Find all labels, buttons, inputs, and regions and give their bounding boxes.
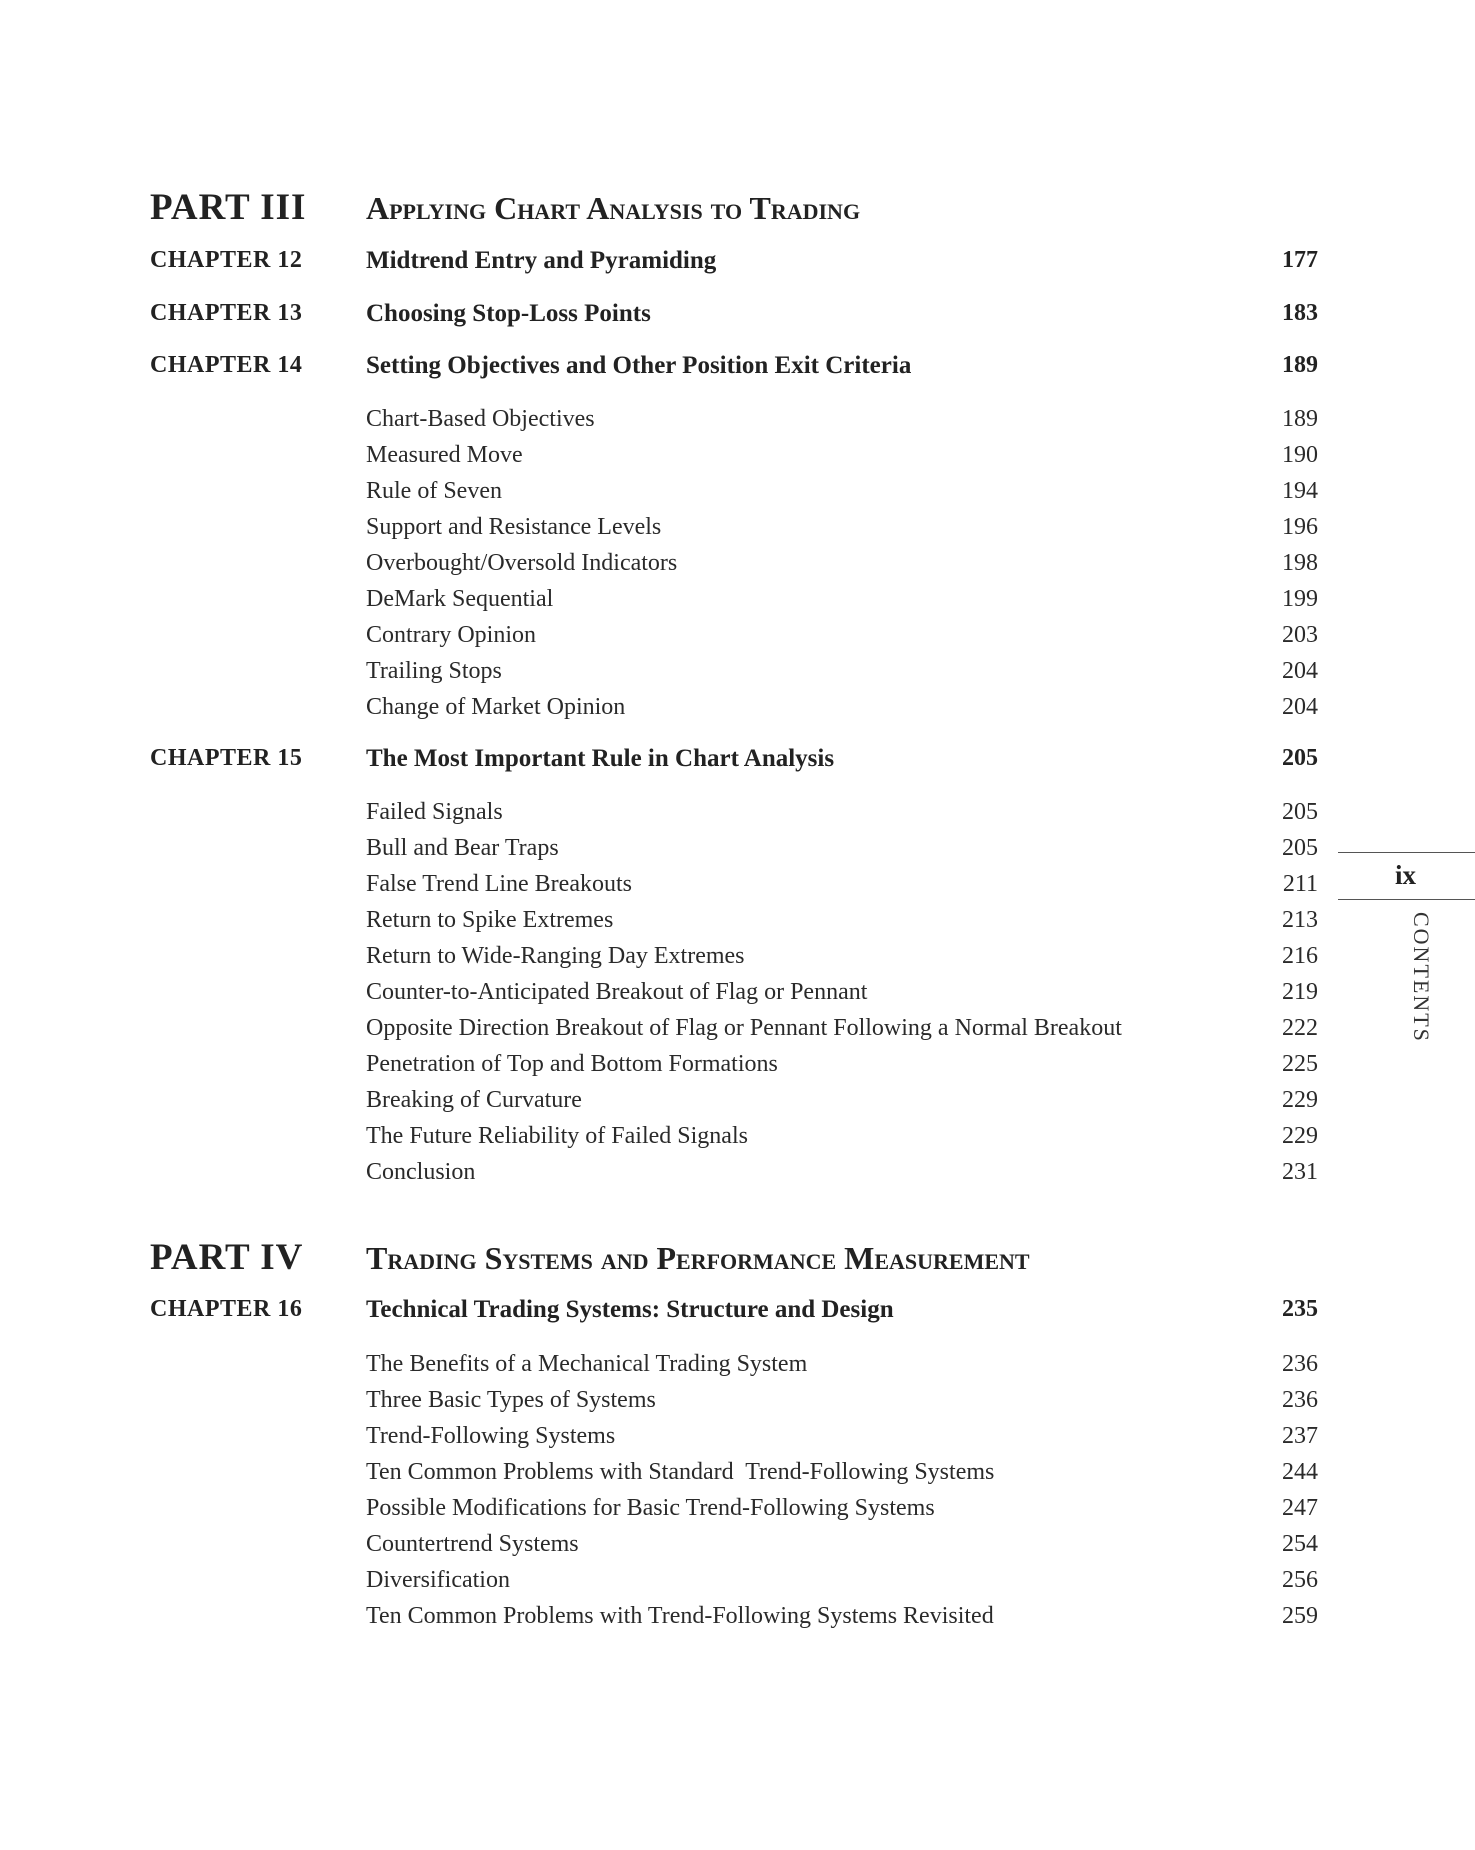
side-tab-top-rule — [1338, 852, 1475, 853]
section-title: Rule of Seven — [366, 478, 502, 504]
section-page-number: 205 — [1282, 835, 1318, 861]
running-head: CONTENTS — [1409, 912, 1434, 1043]
section-title: Penetration of Top and Bottom Formations — [366, 1051, 778, 1077]
section-entry[interactable] — [366, 1531, 1318, 1563]
section-title: Countertrend Systems — [366, 1531, 579, 1557]
page-folio: ix — [1395, 860, 1417, 890]
section-title: The Future Reliability of Failed Signals — [366, 1123, 748, 1149]
section-page-number: 229 — [1282, 1123, 1318, 1149]
chapter-entry[interactable] — [150, 300, 1318, 334]
section-page-number: 205 — [1282, 799, 1318, 825]
section-title: Return to Wide-Ranging Day Extremes — [366, 943, 745, 969]
section-page-number: 189 — [1282, 406, 1318, 432]
section-title: False Trend Line Breakouts — [366, 871, 632, 897]
section-entry[interactable] — [366, 406, 1318, 438]
section-entry[interactable] — [366, 1603, 1318, 1635]
section-title: Possible Modifications for Basic Trend-Following Systems — [366, 1495, 935, 1521]
section-page-number: 247 — [1282, 1495, 1318, 1521]
section-page-number: 211 — [1282, 871, 1318, 897]
chapter-page-number: 177 — [1282, 247, 1318, 273]
section-page-number: 237 — [1282, 1423, 1318, 1449]
section-page-number: 225 — [1282, 1051, 1318, 1077]
section-entry[interactable] — [366, 1015, 1318, 1047]
section-title: DeMark Sequential — [366, 586, 554, 612]
section-entry[interactable] — [366, 478, 1318, 510]
section-title: Ten Common Problems with Standard Trend-Following Systems — [366, 1459, 995, 1485]
part-title: Applying Chart Analysis to Trading — [366, 190, 861, 226]
section-page-number: 259 — [1282, 1603, 1318, 1629]
section-page-number: 219 — [1282, 979, 1318, 1005]
section-title: Three Basic Types of Systems — [366, 1387, 656, 1413]
section-entry[interactable] — [366, 1567, 1318, 1599]
section-page-number: 204 — [1282, 694, 1318, 720]
section-title: Trend-Following Systems — [366, 1423, 616, 1449]
chapter-page-number: 183 — [1282, 300, 1318, 326]
chapter-title: Technical Trading Systems: Structure and Design — [366, 1296, 894, 1323]
section-title: Chart-Based Objectives — [366, 406, 595, 432]
section-page-number: 216 — [1282, 943, 1318, 969]
section-entry[interactable] — [366, 442, 1318, 474]
section-page-number: 190 — [1282, 442, 1318, 468]
section-page-number: 236 — [1282, 1351, 1318, 1377]
section-entry[interactable] — [366, 586, 1318, 618]
chapter-label: CHAPTER 15 — [150, 745, 303, 771]
chapter-entry[interactable] — [150, 352, 1318, 386]
chapter-entry[interactable] — [150, 1296, 1318, 1330]
section-entry[interactable] — [366, 943, 1318, 975]
section-entry[interactable] — [366, 1423, 1318, 1455]
section-title: Breaking of Curvature — [366, 1087, 582, 1113]
section-title: Ten Common Problems with Trend-Following Systems Revisited — [366, 1603, 994, 1629]
chapter-title: Setting Objectives and Other Position Exit Criteria — [366, 352, 912, 379]
section-title: Conclusion — [366, 1159, 476, 1185]
section-entry[interactable] — [366, 1495, 1318, 1527]
section-entry[interactable] — [366, 835, 1318, 867]
section-entry[interactable] — [366, 658, 1318, 690]
section-page-number: 194 — [1282, 478, 1318, 504]
section-title: Bull and Bear Traps — [366, 835, 559, 861]
section-entry[interactable] — [366, 1087, 1318, 1119]
section-page-number: 236 — [1282, 1387, 1318, 1413]
part-label: PART III — [150, 187, 307, 228]
section-title: Failed Signals — [366, 799, 503, 825]
section-page-number: 229 — [1282, 1087, 1318, 1113]
chapter-title: Midtrend Entry and Pyramiding — [366, 247, 717, 274]
section-title: Change of Market Opinion — [366, 694, 626, 720]
section-title: Counter-to-Anticipated Breakout of Flag or Pennant — [366, 979, 868, 1005]
section-title: Support and Resistance Levels — [366, 514, 662, 540]
section-page-number: 244 — [1282, 1459, 1318, 1485]
section-entry[interactable] — [366, 550, 1318, 582]
chapter-page-number: 235 — [1282, 1296, 1318, 1322]
section-entry[interactable] — [366, 694, 1318, 726]
section-title: Diversification — [366, 1567, 510, 1593]
section-entry[interactable] — [366, 979, 1318, 1011]
section-entry[interactable] — [366, 1051, 1318, 1083]
chapter-label: CHAPTER 16 — [150, 1296, 303, 1322]
section-title: Opposite Direction Breakout of Flag or Pennant Following a Normal Breakout — [366, 1015, 1122, 1041]
chapter-label: CHAPTER 13 — [150, 300, 303, 326]
section-page-number: 231 — [1282, 1159, 1318, 1185]
chapter-page-number: 189 — [1282, 352, 1318, 378]
section-entry[interactable] — [366, 907, 1318, 939]
section-page-number: 203 — [1282, 622, 1318, 648]
section-entry[interactable] — [366, 799, 1318, 831]
section-page-number: 198 — [1282, 550, 1318, 576]
part-label: PART IV — [150, 1237, 304, 1278]
section-title: Contrary Opinion — [366, 622, 536, 648]
side-tab-bottom-rule — [1338, 899, 1475, 900]
section-entry[interactable] — [366, 514, 1318, 546]
section-entry[interactable] — [366, 871, 1318, 903]
section-title: Return to Spike Extremes — [366, 907, 614, 933]
section-entry[interactable] — [366, 1123, 1318, 1155]
section-page-number: 256 — [1282, 1567, 1318, 1593]
part-title: Trading Systems and Performance Measurement — [366, 1240, 1030, 1276]
section-entry[interactable] — [366, 1387, 1318, 1419]
section-title: The Benefits of a Mechanical Trading System — [366, 1351, 808, 1377]
section-entry[interactable] — [366, 622, 1318, 654]
chapter-title: The Most Important Rule in Chart Analysis — [366, 745, 835, 772]
section-page-number: 213 — [1282, 907, 1318, 933]
section-entry[interactable] — [366, 1459, 1318, 1491]
section-title: Trailing Stops — [366, 658, 502, 684]
section-page-number: 199 — [1282, 586, 1318, 612]
section-page-number: 222 — [1282, 1015, 1318, 1041]
section-entry[interactable] — [366, 1351, 1318, 1383]
chapter-label: CHAPTER 14 — [150, 352, 303, 378]
section-title: Measured Move — [366, 442, 523, 468]
section-title: Overbought/Oversold Indicators — [366, 550, 678, 576]
chapter-entry[interactable] — [150, 745, 1318, 779]
section-page-number: 204 — [1282, 658, 1318, 684]
section-page-number: 254 — [1282, 1531, 1318, 1557]
chapter-page-number: 205 — [1282, 745, 1318, 771]
chapter-label: CHAPTER 12 — [150, 247, 303, 273]
section-entry[interactable] — [366, 1159, 1318, 1191]
section-page-number: 196 — [1282, 514, 1318, 540]
chapter-entry[interactable] — [150, 247, 1318, 281]
chapter-title: Choosing Stop-Loss Points — [366, 300, 651, 327]
